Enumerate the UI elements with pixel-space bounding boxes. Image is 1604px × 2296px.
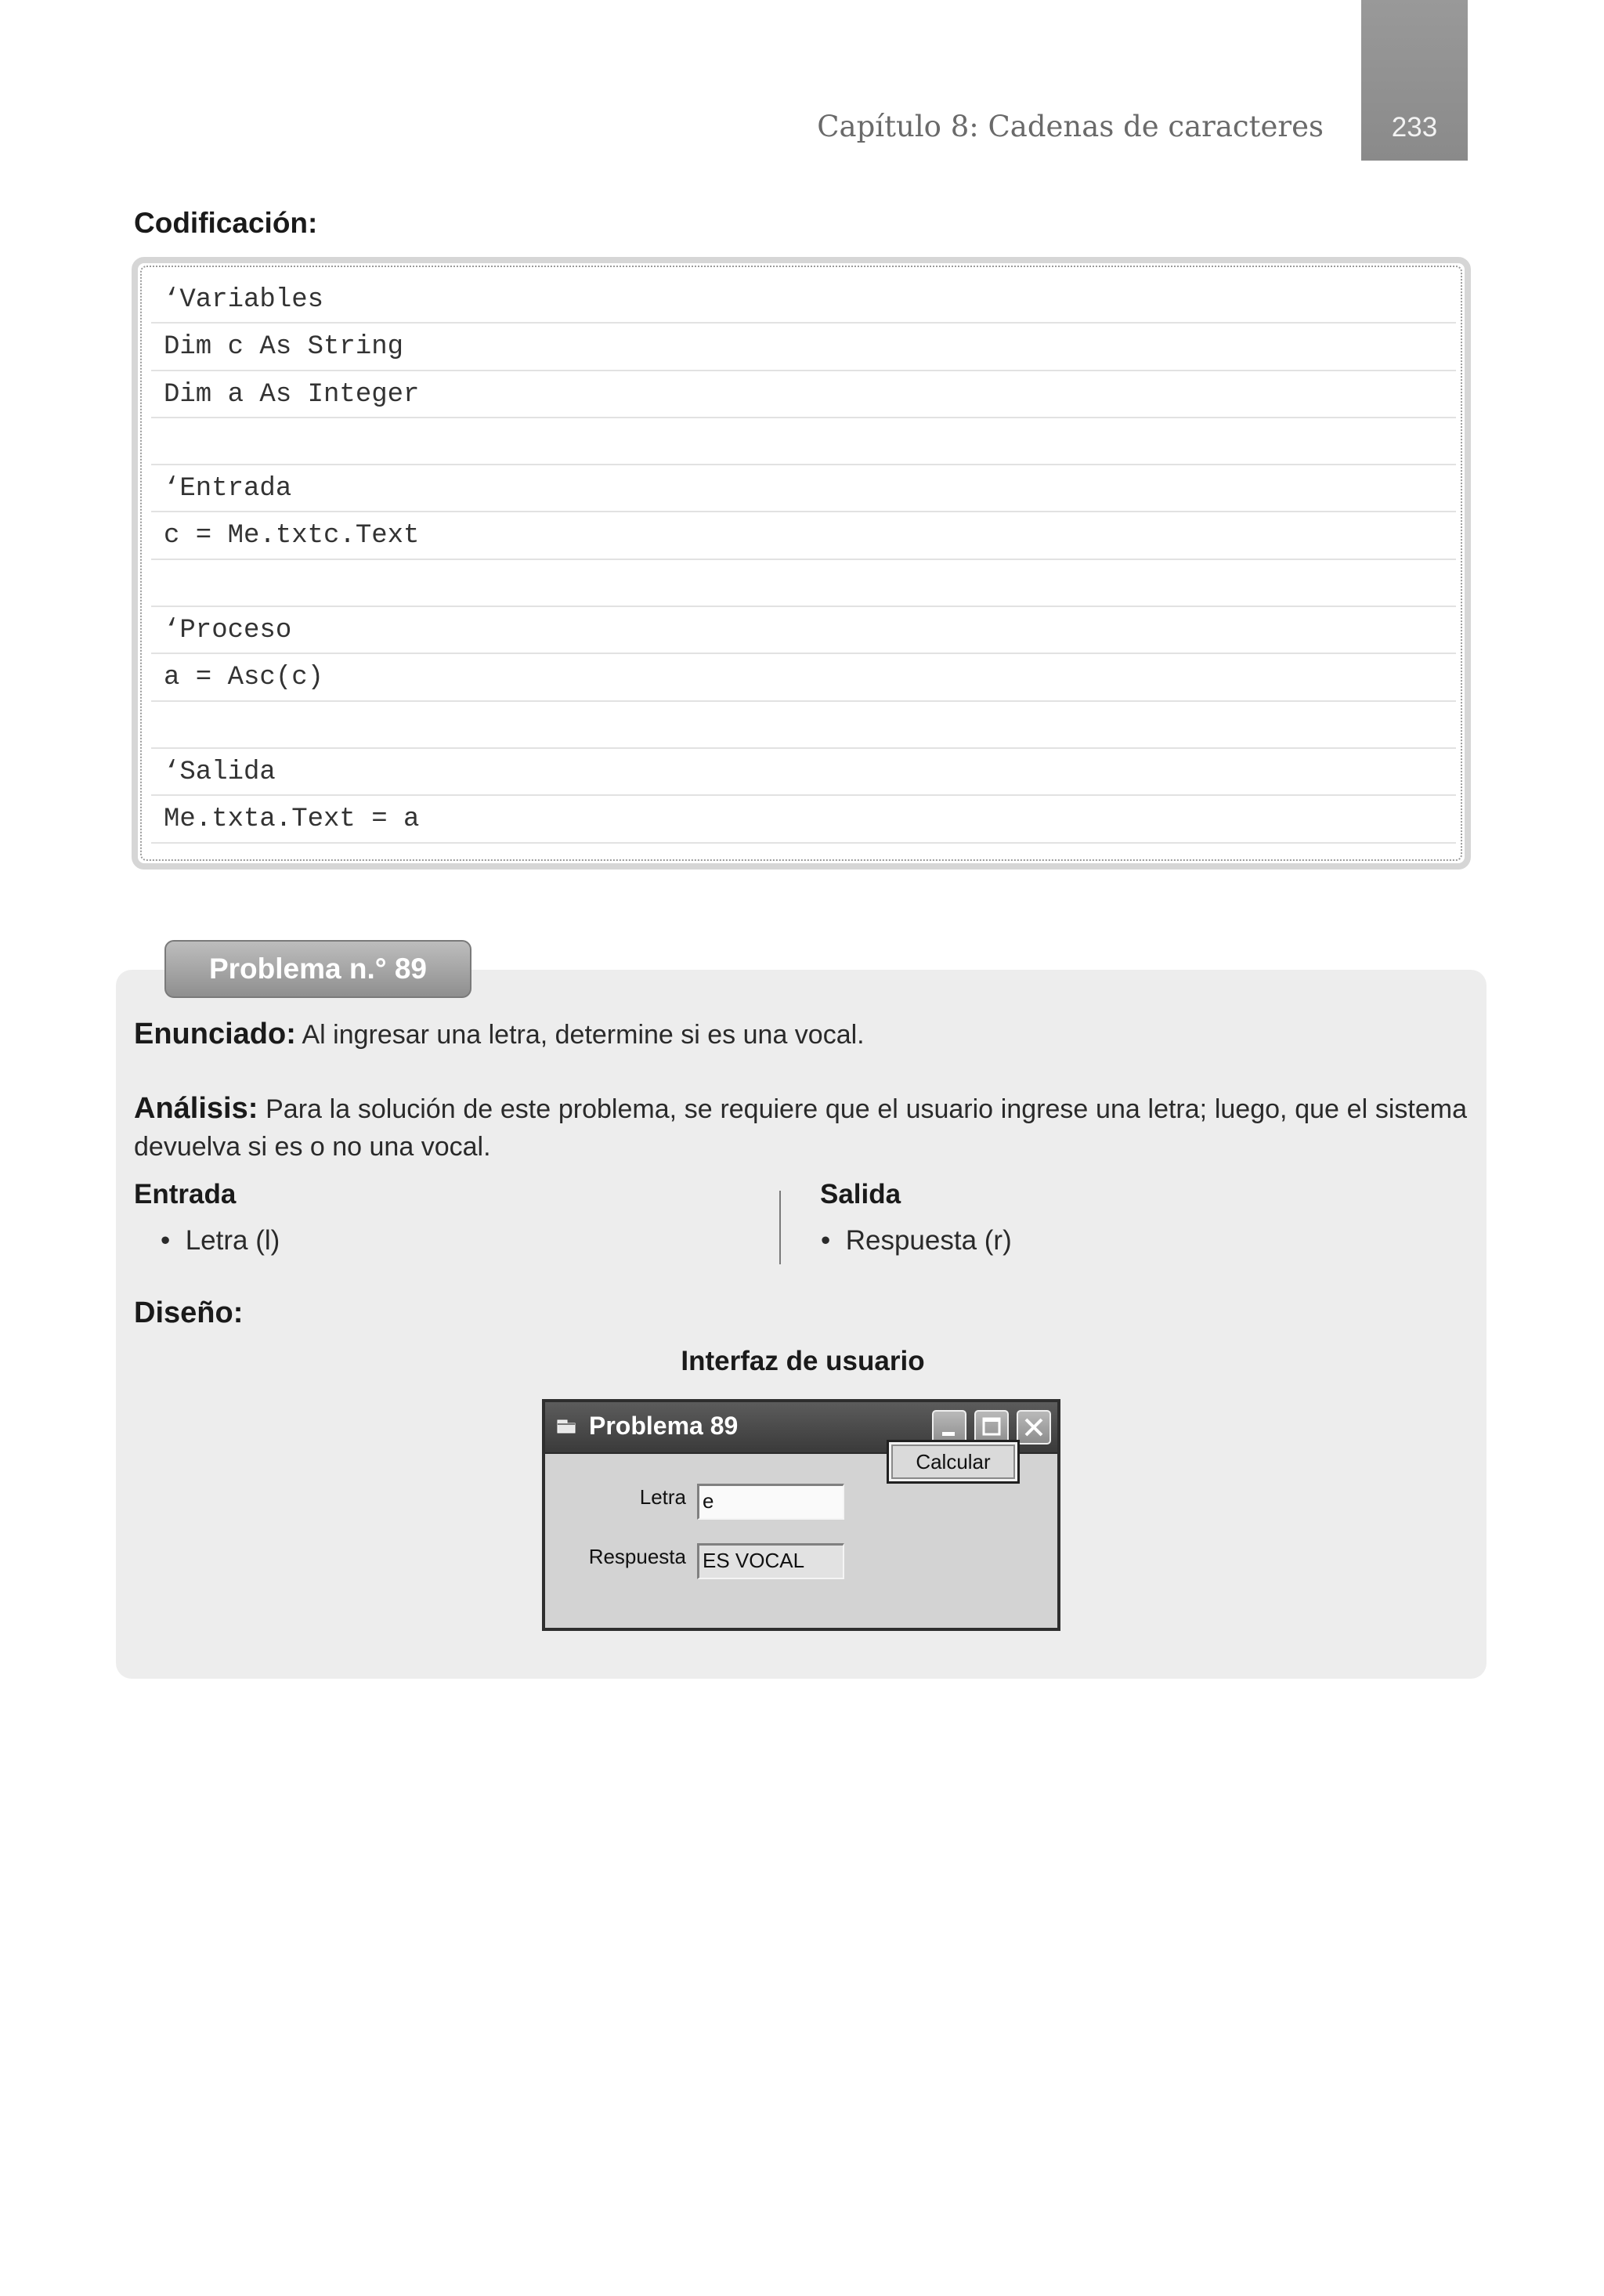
entrada-heading: Entrada — [134, 1179, 237, 1209]
problem-tab: Problema n.° 89 — [164, 940, 471, 998]
window-body — [545, 1449, 1057, 1628]
code-line — [151, 702, 1456, 749]
close-button[interactable] — [1017, 1410, 1051, 1444]
code-line: Dim c As String — [151, 324, 1456, 371]
enunciado-label: Enunciado: — [134, 1018, 296, 1050]
letra-label: Letra — [639, 1485, 686, 1509]
letra-input[interactable]: e — [697, 1484, 844, 1520]
calcular-button[interactable]: Calcular — [887, 1440, 1020, 1484]
code-block — [132, 257, 1471, 870]
column-divider — [779, 1191, 781, 1264]
enunciado — [134, 1015, 1465, 1054]
code-line: ‘Variables — [151, 277, 1456, 324]
code-line: a = Asc(c) — [151, 654, 1456, 701]
minimize-icon — [934, 1412, 965, 1443]
entrada-item: • Letra (l) — [161, 1225, 280, 1256]
analisis-text: Para la solución de este problema, se requiere que el usuario ingrese una letra; luego, que el sistema devuelva si es o no una vocal. — [134, 1094, 1467, 1162]
interfaz-caption: Interfaz de usuario — [681, 1346, 925, 1376]
code-line: ‘Proceso — [151, 607, 1456, 654]
app-window — [542, 1399, 1060, 1631]
close-icon — [1018, 1412, 1049, 1443]
respuesta-label: Respuesta — [588, 1545, 686, 1568]
code-line — [151, 418, 1456, 465]
analisis-label: Análisis: — [134, 1092, 258, 1125]
app-icon — [556, 1418, 576, 1435]
bullet-icon: • — [821, 1225, 831, 1256]
analisis — [134, 1090, 1467, 1166]
bullet-icon: • — [161, 1225, 171, 1256]
chapter-title: Capítulo 8: Cadenas de caracteres — [817, 110, 1324, 143]
code-line: c = Me.txtc.Text — [151, 512, 1456, 559]
enunciado-text: Al ingresar una letra, determine si es una vocal. — [302, 1020, 865, 1050]
code-line: ‘Salida — [151, 749, 1456, 796]
diseno-heading: Diseño: — [134, 1296, 244, 1329]
code-line — [151, 560, 1456, 607]
code-line: Me.txta.Text = a — [151, 796, 1456, 843]
code-line: ‘Entrada — [151, 465, 1456, 512]
salida-heading: Salida — [820, 1179, 901, 1209]
salida-item: • Respuesta (r) — [821, 1225, 1012, 1256]
codificacion-heading: Codificación: — [134, 207, 318, 239]
window-title: Problema 89 — [589, 1412, 739, 1440]
respuesta-field[interactable]: ES VOCAL — [697, 1543, 844, 1579]
maximize-icon — [976, 1412, 1007, 1443]
code-line: Dim a As Integer — [151, 371, 1456, 418]
page-number: 233 — [1361, 0, 1468, 161]
